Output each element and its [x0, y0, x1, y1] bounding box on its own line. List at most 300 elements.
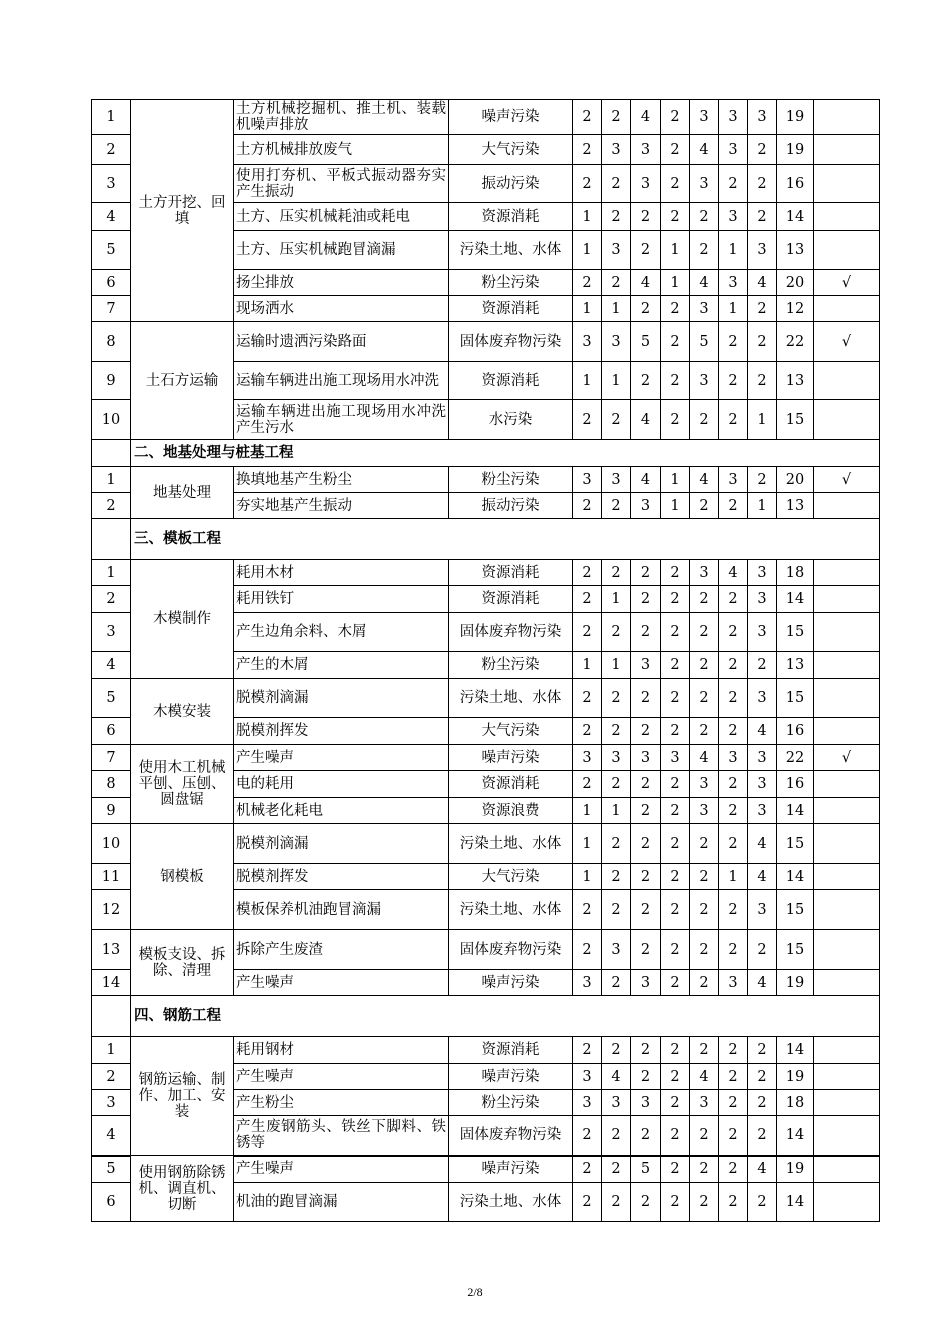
score-cell: 2 — [573, 586, 602, 613]
score-cell: 2 — [748, 652, 777, 679]
impact-type-cell: 资源消耗 — [449, 362, 573, 400]
section-row — [92, 440, 880, 467]
score-cell: 2 — [748, 1037, 777, 1064]
score-cell: 3 — [690, 296, 719, 322]
score-cell: 2 — [719, 679, 748, 718]
row-number-cell: 13 — [92, 930, 131, 970]
score-cell: 3 — [748, 890, 777, 930]
total-score-cell: 14 — [777, 1037, 814, 1064]
row-number-cell: 12 — [92, 890, 131, 930]
score-cell: 2 — [602, 824, 631, 864]
score-cell: 2 — [631, 1116, 661, 1156]
row-number-cell: 6 — [92, 270, 131, 296]
score-cell: 3 — [573, 970, 602, 996]
score-cell: 2 — [661, 652, 690, 679]
aspect-description-cell: 产生噪声 — [234, 970, 449, 996]
significant-mark-cell — [814, 586, 880, 613]
significant-mark-cell — [814, 718, 880, 745]
row-number-cell: 4 — [92, 1116, 131, 1156]
score-cell: 2 — [719, 1116, 748, 1156]
score-cell: 2 — [602, 864, 631, 890]
total-score-cell: 18 — [777, 560, 814, 586]
section-title: 二、地基处理与桩基工程 — [131, 440, 880, 467]
score-cell: 2 — [573, 1183, 602, 1222]
score-cell: 4 — [690, 135, 719, 165]
score-cell: 2 — [690, 864, 719, 890]
row-number-cell: 10 — [92, 400, 131, 440]
significant-mark-cell — [814, 890, 880, 930]
table-row — [92, 1037, 880, 1064]
score-cell: 2 — [719, 1037, 748, 1064]
table-row — [92, 322, 880, 362]
score-cell: 2 — [661, 165, 690, 203]
total-score-cell: 19 — [777, 1064, 814, 1090]
row-number-cell: 2 — [92, 135, 131, 165]
row-number-cell: 3 — [92, 165, 131, 203]
score-cell: 4 — [748, 970, 777, 996]
activity-cell: 钢模板 — [131, 824, 234, 930]
score-cell: 2 — [602, 1037, 631, 1064]
score-cell: 2 — [602, 771, 631, 798]
score-cell: 2 — [602, 1156, 631, 1183]
score-cell: 2 — [719, 1090, 748, 1116]
score-cell: 2 — [661, 1037, 690, 1064]
aspect-description-cell: 产生粉尘 — [234, 1090, 449, 1116]
significant-mark-cell — [814, 613, 880, 652]
score-cell: 4 — [690, 467, 719, 493]
score-cell: 2 — [661, 296, 690, 322]
impact-type-cell: 大气污染 — [449, 864, 573, 890]
score-cell: 1 — [602, 652, 631, 679]
aspect-description-cell: 土方机械排放废气 — [234, 135, 449, 165]
score-cell: 2 — [631, 296, 661, 322]
aspect-description-cell: 脱模剂滴漏 — [234, 679, 449, 718]
score-cell: 2 — [661, 613, 690, 652]
score-cell: 2 — [719, 613, 748, 652]
significant-mark-cell — [814, 362, 880, 400]
row-number-cell: 7 — [92, 745, 131, 771]
total-score-cell: 16 — [777, 771, 814, 798]
score-cell: 2 — [661, 135, 690, 165]
score-cell: 3 — [573, 745, 602, 771]
score-cell: 2 — [748, 1064, 777, 1090]
row-number-cell: 14 — [92, 970, 131, 996]
total-score-cell: 20 — [777, 467, 814, 493]
score-cell: 1 — [719, 231, 748, 270]
score-cell: 1 — [719, 296, 748, 322]
aspect-description-cell: 使用打夯机、平板式振动器夯实产生振动 — [234, 165, 449, 203]
score-cell: 3 — [661, 745, 690, 771]
score-cell: 5 — [631, 322, 661, 362]
row-number-cell: 10 — [92, 824, 131, 864]
score-cell: 3 — [631, 493, 661, 519]
score-cell: 3 — [719, 203, 748, 231]
score-cell: 1 — [573, 864, 602, 890]
score-cell: 3 — [602, 231, 631, 270]
score-cell: 2 — [748, 362, 777, 400]
score-cell: 2 — [661, 362, 690, 400]
score-cell: 3 — [573, 1064, 602, 1090]
score-cell: 1 — [661, 231, 690, 270]
impact-type-cell: 粉尘污染 — [449, 467, 573, 493]
aspect-description-cell: 土方、压实机械耗油或耗电 — [234, 203, 449, 231]
score-cell: 3 — [719, 100, 748, 135]
row-number-cell: 4 — [92, 652, 131, 679]
score-cell: 3 — [748, 798, 777, 824]
score-cell: 4 — [690, 745, 719, 771]
significant-mark-cell — [814, 493, 880, 519]
score-cell: 2 — [573, 400, 602, 440]
score-cell: 2 — [631, 1064, 661, 1090]
score-cell: 2 — [573, 560, 602, 586]
score-cell: 2 — [631, 798, 661, 824]
score-cell: 3 — [631, 1090, 661, 1116]
significant-mark-cell — [814, 1156, 880, 1183]
score-cell: 1 — [719, 864, 748, 890]
score-cell: 3 — [602, 1090, 631, 1116]
row-number-cell: 7 — [92, 296, 131, 322]
score-cell: 2 — [602, 613, 631, 652]
score-cell: 1 — [661, 467, 690, 493]
impact-type-cell: 粉尘污染 — [449, 1090, 573, 1116]
score-cell: 2 — [602, 100, 631, 135]
total-score-cell: 15 — [777, 679, 814, 718]
activity-cell: 土方开挖、回填 — [131, 100, 234, 322]
aspect-description-cell: 耗用铁钉 — [234, 586, 449, 613]
score-cell: 4 — [748, 718, 777, 745]
score-cell: 1 — [748, 493, 777, 519]
impact-type-cell: 污染土地、水体 — [449, 890, 573, 930]
significant-mark-cell — [814, 203, 880, 231]
score-cell: 2 — [719, 1156, 748, 1183]
score-cell: 1 — [573, 798, 602, 824]
score-cell: 2 — [602, 400, 631, 440]
row-number-cell: 3 — [92, 1090, 131, 1116]
aspect-description-cell: 脱模剂挥发 — [234, 718, 449, 745]
score-cell: 2 — [719, 362, 748, 400]
row-number-cell: 5 — [92, 1156, 131, 1183]
score-cell: 2 — [690, 930, 719, 970]
activity-cell: 土石方运输 — [131, 322, 234, 440]
impact-type-cell: 污染土地、水体 — [449, 231, 573, 270]
table-row — [92, 679, 880, 718]
score-cell: 2 — [690, 652, 719, 679]
section-title: 四、钢筋工程 — [131, 996, 880, 1037]
score-cell: 1 — [573, 203, 602, 231]
score-cell: 3 — [602, 467, 631, 493]
score-cell: 2 — [631, 203, 661, 231]
row-number-cell: 1 — [92, 1037, 131, 1064]
impact-type-cell: 资源消耗 — [449, 560, 573, 586]
score-cell: 4 — [631, 467, 661, 493]
table-row — [92, 930, 880, 970]
score-cell: 2 — [573, 679, 602, 718]
score-cell: 2 — [573, 100, 602, 135]
significant-mark-cell — [814, 400, 880, 440]
score-cell: 4 — [631, 400, 661, 440]
row-number-cell: 3 — [92, 613, 131, 652]
score-cell: 3 — [690, 1090, 719, 1116]
score-cell: 2 — [661, 864, 690, 890]
score-cell: 2 — [748, 296, 777, 322]
total-score-cell: 16 — [777, 718, 814, 745]
score-cell: 2 — [573, 930, 602, 970]
total-score-cell: 13 — [777, 231, 814, 270]
row-number-cell: 11 — [92, 864, 131, 890]
significant-mark-cell — [814, 100, 880, 135]
significant-mark-cell — [814, 231, 880, 270]
section-spacer-cell — [92, 440, 131, 467]
score-cell: 2 — [573, 1156, 602, 1183]
significant-mark-cell — [814, 560, 880, 586]
score-cell: 2 — [661, 1156, 690, 1183]
impact-type-cell: 资源消耗 — [449, 1037, 573, 1064]
score-cell: 2 — [661, 1090, 690, 1116]
score-cell: 2 — [661, 560, 690, 586]
score-cell: 2 — [573, 135, 602, 165]
score-cell: 3 — [748, 560, 777, 586]
score-cell: 3 — [719, 970, 748, 996]
score-cell: 2 — [661, 586, 690, 613]
score-cell: 2 — [631, 679, 661, 718]
score-cell: 2 — [631, 930, 661, 970]
score-cell: 2 — [690, 586, 719, 613]
aspect-description-cell: 产生噪声 — [234, 1156, 449, 1183]
total-score-cell: 15 — [777, 400, 814, 440]
environment-factor-table — [91, 99, 880, 1222]
impact-type-cell: 固体废弃物污染 — [449, 1116, 573, 1156]
score-cell: 3 — [631, 135, 661, 165]
impact-type-cell: 资源消耗 — [449, 771, 573, 798]
score-cell: 2 — [719, 771, 748, 798]
score-cell: 2 — [690, 1156, 719, 1183]
score-cell: 2 — [602, 203, 631, 231]
score-cell: 3 — [690, 100, 719, 135]
total-score-cell: 19 — [777, 970, 814, 996]
score-cell: 2 — [573, 718, 602, 745]
score-cell: 2 — [631, 771, 661, 798]
score-cell: 2 — [661, 798, 690, 824]
total-score-cell: 19 — [777, 135, 814, 165]
table-row — [92, 745, 880, 771]
score-cell: 3 — [748, 613, 777, 652]
score-cell: 2 — [748, 467, 777, 493]
significant-mark-cell — [814, 798, 880, 824]
total-score-cell: 14 — [777, 1183, 814, 1222]
score-cell: 2 — [573, 1116, 602, 1156]
score-cell: 2 — [631, 560, 661, 586]
total-score-cell: 14 — [777, 864, 814, 890]
score-cell: 3 — [573, 1090, 602, 1116]
row-number-cell: 2 — [92, 1064, 131, 1090]
table-row — [92, 824, 880, 864]
impact-type-cell: 水污染 — [449, 400, 573, 440]
score-cell: 3 — [690, 798, 719, 824]
score-cell: 4 — [719, 560, 748, 586]
total-score-cell: 18 — [777, 1090, 814, 1116]
aspect-description-cell: 脱模剂滴漏 — [234, 824, 449, 864]
activity-cell: 地基处理 — [131, 467, 234, 519]
score-cell: 3 — [748, 100, 777, 135]
total-score-cell: 15 — [777, 613, 814, 652]
row-number-cell: 1 — [92, 560, 131, 586]
score-cell: 2 — [631, 1183, 661, 1222]
score-cell: 2 — [690, 970, 719, 996]
score-cell: 2 — [661, 679, 690, 718]
total-score-cell: 13 — [777, 493, 814, 519]
score-cell: 2 — [690, 203, 719, 231]
row-number-cell: 2 — [92, 493, 131, 519]
score-cell: 2 — [719, 824, 748, 864]
total-score-cell: 16 — [777, 165, 814, 203]
significant-mark-cell — [814, 824, 880, 864]
aspect-description-cell: 扬尘排放 — [234, 270, 449, 296]
score-cell: 2 — [573, 493, 602, 519]
score-cell: 4 — [602, 1064, 631, 1090]
score-cell: 1 — [602, 362, 631, 400]
significant-mark-cell — [814, 1064, 880, 1090]
score-cell: 3 — [631, 970, 661, 996]
activity-cell: 使用钢筋除锈机、调直机、切断 — [131, 1156, 234, 1222]
score-cell: 1 — [573, 652, 602, 679]
score-cell: 1 — [602, 586, 631, 613]
score-cell: 2 — [602, 270, 631, 296]
total-score-cell: 15 — [777, 930, 814, 970]
score-cell: 1 — [748, 400, 777, 440]
significant-mark-cell: √ — [814, 270, 880, 296]
score-cell: 1 — [602, 296, 631, 322]
score-cell: 2 — [748, 135, 777, 165]
score-cell: 2 — [719, 493, 748, 519]
score-cell: 3 — [719, 745, 748, 771]
impact-type-cell: 大气污染 — [449, 718, 573, 745]
score-cell: 2 — [748, 322, 777, 362]
impact-type-cell: 污染土地、水体 — [449, 1183, 573, 1222]
aspect-description-cell: 耗用木材 — [234, 560, 449, 586]
table-row — [92, 560, 880, 586]
total-score-cell: 15 — [777, 890, 814, 930]
score-cell: 2 — [573, 613, 602, 652]
impact-type-cell: 固体废弃物污染 — [449, 613, 573, 652]
total-score-cell: 13 — [777, 362, 814, 400]
aspect-description-cell: 拆除产生废渣 — [234, 930, 449, 970]
aspect-description-cell: 现场洒水 — [234, 296, 449, 322]
section-row — [92, 996, 880, 1037]
score-cell: 3 — [719, 467, 748, 493]
total-score-cell: 22 — [777, 322, 814, 362]
score-cell: 3 — [573, 467, 602, 493]
score-cell: 5 — [690, 322, 719, 362]
score-cell: 1 — [573, 362, 602, 400]
score-cell: 3 — [631, 745, 661, 771]
impact-type-cell: 振动污染 — [449, 493, 573, 519]
score-cell: 2 — [719, 652, 748, 679]
total-score-cell: 19 — [777, 1156, 814, 1183]
score-cell: 4 — [631, 100, 661, 135]
significant-mark-cell — [814, 1116, 880, 1156]
score-cell: 2 — [631, 586, 661, 613]
significant-mark-cell — [814, 864, 880, 890]
row-number-cell: 4 — [92, 203, 131, 231]
section-spacer-cell — [92, 519, 131, 560]
significant-mark-cell — [814, 652, 880, 679]
score-cell: 1 — [573, 824, 602, 864]
total-score-cell: 14 — [777, 586, 814, 613]
score-cell: 3 — [748, 771, 777, 798]
row-number-cell: 1 — [92, 100, 131, 135]
score-cell: 2 — [661, 930, 690, 970]
row-number-cell: 5 — [92, 231, 131, 270]
total-score-cell: 14 — [777, 203, 814, 231]
score-cell: 3 — [748, 231, 777, 270]
score-cell: 2 — [661, 970, 690, 996]
score-cell: 3 — [631, 652, 661, 679]
aspect-description-cell: 运输车辆进出施工现场用水冲洗 — [234, 362, 449, 400]
significant-mark-cell — [814, 970, 880, 996]
significant-mark-cell — [814, 296, 880, 322]
aspect-description-cell: 土方、压实机械跑冒滴漏 — [234, 231, 449, 270]
score-cell: 4 — [748, 1156, 777, 1183]
total-score-cell: 22 — [777, 745, 814, 771]
score-cell: 5 — [631, 1156, 661, 1183]
significant-mark-cell — [814, 679, 880, 718]
score-cell: 2 — [748, 1090, 777, 1116]
score-cell: 2 — [690, 824, 719, 864]
score-cell: 2 — [690, 231, 719, 270]
score-cell: 2 — [661, 322, 690, 362]
impact-type-cell: 粉尘污染 — [449, 652, 573, 679]
significant-mark-cell: √ — [814, 322, 880, 362]
score-cell: 2 — [602, 1183, 631, 1222]
score-cell: 2 — [661, 203, 690, 231]
score-cell: 2 — [573, 771, 602, 798]
score-cell: 3 — [719, 135, 748, 165]
significant-mark-cell — [814, 1037, 880, 1064]
aspect-description-cell: 产生的木屑 — [234, 652, 449, 679]
score-cell: 3 — [690, 560, 719, 586]
score-cell: 1 — [661, 270, 690, 296]
aspect-description-cell: 脱模剂挥发 — [234, 864, 449, 890]
score-cell: 3 — [748, 586, 777, 613]
significant-mark-cell: √ — [814, 745, 880, 771]
activity-cell: 木模制作 — [131, 560, 234, 679]
activity-cell: 使用木工机械平刨、压刨、圆盘锯 — [131, 745, 234, 824]
total-score-cell: 20 — [777, 270, 814, 296]
aspect-description-cell: 土方机械挖掘机、推土机、装载机噪声排放 — [234, 100, 449, 135]
impact-type-cell: 固体废弃物污染 — [449, 930, 573, 970]
score-cell: 2 — [690, 493, 719, 519]
activity-cell: 模板支设、拆除、清理 — [131, 930, 234, 996]
aspect-description-cell: 运输时遗洒污染路面 — [234, 322, 449, 362]
table-row — [92, 100, 880, 135]
score-cell: 2 — [602, 890, 631, 930]
score-cell: 2 — [719, 798, 748, 824]
significant-mark-cell — [814, 1090, 880, 1116]
score-cell: 2 — [631, 718, 661, 745]
impact-type-cell: 污染土地、水体 — [449, 824, 573, 864]
aspect-description-cell: 产生噪声 — [234, 1064, 449, 1090]
significant-mark-cell — [814, 165, 880, 203]
score-cell: 4 — [748, 270, 777, 296]
page-number: 2/8 — [467, 1285, 483, 1299]
score-cell: 4 — [690, 270, 719, 296]
impact-type-cell: 粉尘污染 — [449, 270, 573, 296]
score-cell: 4 — [631, 270, 661, 296]
score-cell: 2 — [573, 1037, 602, 1064]
score-cell: 2 — [602, 679, 631, 718]
row-number-cell: 6 — [92, 718, 131, 745]
aspect-description-cell: 夯实地基产生振动 — [234, 493, 449, 519]
